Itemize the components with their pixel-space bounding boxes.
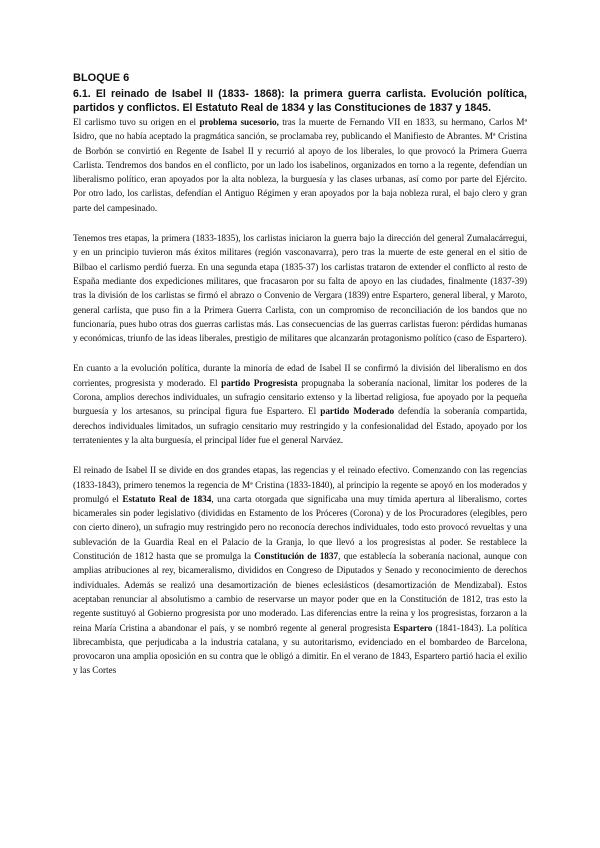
bold-term: partido Moderado	[320, 407, 395, 418]
text-segment: defendía la soberanía compartida, derechos individuales limitados, un sufragio censitario muy restringido y la confesionalidad del Estado, apoyado por los terratenientes y la alta burguesía, el principal líder fue el general Narváez.	[73, 407, 528, 446]
bold-term: partido Progresista	[221, 378, 298, 389]
paragraph-war-stages	[73, 232, 527, 346]
paragraph-carlism-origin	[73, 116, 527, 216]
text-segment: propugnaba la soberanía nacional, limitar los poderes de la Corona, amplios derechos individuales, un sufragio censitario extenso y la libertad religiosa, fue apoyado por la pequeña burguesía y los artesanos, su principal figura fue Espartero. El	[73, 378, 527, 418]
text-segment: , que establecía la soberanía nacional, aunque con amplias atribuciones al rey, bicameralismo, divididos en Congreso de Diputados y Senado y reconocimiento de derechos individuales. Además se realizó una desamortización de bienes eclesiásticos (desamortización de Mendizabal). Estos aceptaban renunciar al absolutismo a cambio de reservarse un mayor poder que en la Constitución de 1812, tras esto la regente sustituyó al Gobierno progresista por uno moderado. Las diferencias entre la reina y los progresistas, forzaron a la reina María Cristina a abandonar el país, y se nombró regente al general progresista	[73, 552, 527, 634]
text-segment: En cuanto a la evolución política, durante la minoría de edad de Isabel II se confirmó la división del liberalismo en dos corrientes, progresista y moderado. El	[73, 364, 527, 389]
bold-term: problema sucesorio,	[199, 118, 279, 128]
text-segment: El reinado de Isabel II se divide en dos grandes etapas, las regencias y el reinado efectivo. Comenzando con las regencias (1833-1843), primero tenemos la regencia de Mª Cristina (1833-1840), al principio la regente se apoyó en los moderados y promulgó el	[73, 466, 527, 505]
text-segment: (1841-1843). La política librecambista, que perjudicaba a la industria catalana, y su autoritarismo, evidenciado en el bombardeo de Barcelona, provocaron una amplia oposición en su contra que le obligó a dimitir. En el verano de 1843, Espartero partió hacia el exilio y las Cortes	[73, 623, 527, 677]
text-segment: Tenemos tres etapas, la primera (1833-1835), los carlistas iniciaron la guerra bajo la dirección del general Zumalacárregui, y en un principio tuvieron más éxitos militares (región vasconavarra), pero tras la muerte de este general en el sitio de Bilbao el carlismo perdió fuerza. En una segunda etapa (1835-37) los carlistas trataron de extender el conflicto al resto de España mediante dos expediciones militares, que fracasaron por su falta de apoyo en las ciudades, finalmente (1837-39) tras la división de los carlistas se firmó el abrazo o Convenio de Vergara (1839) entre Espartero, general liberal, y Maroto, general carlista, que puso fin a la Primera Guerra Carlista, con un compromiso de reconciliación de los bandos que no funcionaría, pues hubo otras dos guerras carlistas más. Las consecuencias de las guerras carlistas fueron: pérdidas humanas y económicas, triunfo de las ideas liberales, prestigio de militares que alcanzarán protagonismo político (caso de Espartero).	[73, 234, 527, 345]
bold-term: Estatuto Real de 1834	[122, 494, 212, 505]
bold-term: Constitución de 1837	[254, 552, 339, 563]
paragraph-regencies	[73, 464, 527, 678]
block-heading: BLOQUE 6	[73, 72, 130, 84]
text-segment: El carlismo tuvo su origen en el	[73, 118, 200, 128]
paragraph-political-parties	[73, 362, 527, 448]
section-title: 6.1. El reinado de Isabel II (1833- 1868): la primera guerra carlista. Evolución política, partidos y conflictos. El Estatuto Real de 1834 y las Constituciones de 1837 y 1845.	[73, 88, 527, 114]
text-segment: , una carta otorgada que significaba una muy tímida apertura al liberalismo, cortes bicamerales sin poder legislativo (divididas en Estamento de los Próceres (Corona) y de los Procuradores (elegibles, pero con cierto dinero), un sufragio muy restringido pero no reconocía derechos individuales, todo esto provocó revueltas y una sublevación de la Guardia Real en el Palacio de la Granja, lo que llevó a los progresistas al poder. Se restablece la Constitución de 1812 hasta que se promulga la	[73, 494, 527, 563]
text-segment: tras la muerte de Fernando VII en 1833, su hermano, Carlos Mª Isidro, que no había aceptado la pragmática sanción, se proclamaba rey, publicando el Manifiesto de Abrantes. Mª Cristina de Borbón se convirtió en Regente de Isabel II y recurrió al apoyo de los liberales, lo que provocó la Primera Guerra Carlista. Tendremos dos bandos en el conflicto, por un lado los isabelinos, organizados en torno a la regente, defendían un liberalismo político, eran apoyados por la alta nobleza, la burguesía y las clases urbanas, así como por parte del Ejército. Por otro lado, los carlistas, defendían el Antiguo Régimen y eran apoyados por la baja nobleza rural, el bajo clero y gran parte del campesinado.	[73, 118, 528, 214]
bold-term: Espartero	[393, 623, 433, 634]
